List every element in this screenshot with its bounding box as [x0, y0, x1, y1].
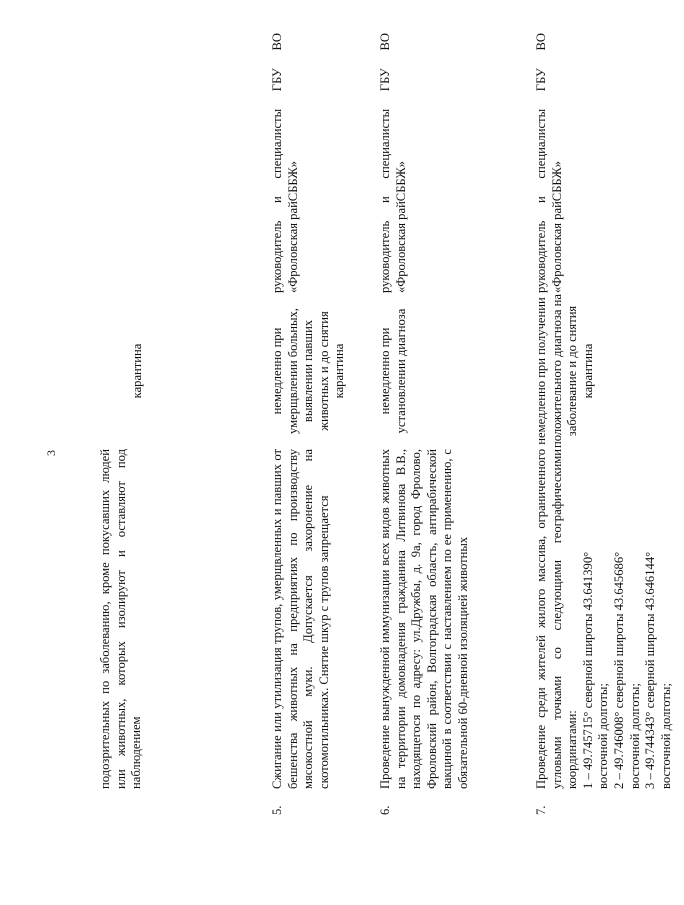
term-text: немедленно при умерщвлении больных, выявлении павших животных и до снятия карантина [270, 308, 347, 434]
row-number: 5. [270, 805, 284, 815]
coordinate-line: 1 – 49.745715° северной широты 43.641390° [580, 551, 595, 789]
coordinate-line: 2 – 49.746008° северной широты 43.645686° [611, 551, 626, 789]
responsible-text: руководитель и специалисты ГБУ ВО «Фроловская райСББЖ» [534, 33, 564, 293]
table-row [378, 33, 534, 815]
measure-text: Проведение вынужденной иммунизации всех видов животных на территории домовладения гражданина Литвинова В.В., находящегося по адресу: ул.Дружбы, д. 9а, город Фролово, Фроловский район, Волгоградская область, антирабической вакциной в соответствии с наставлением по ее применению, с обязательной 60-дневной изоляцией животных [378, 449, 470, 789]
measure-text: подозрительных по заболеванию, кроме покусавших людей или животных, которых изолируют и оставляют под наблюдением [98, 449, 144, 789]
coordinate-line: 3 – 49.744343° северной широты 43.646144° [643, 551, 658, 789]
page-number: 3 [44, 450, 58, 456]
measures-table [98, 33, 684, 815]
responsible-text: руководитель и специалисты ГБУ ВО «Фроловская райСББЖ» [270, 33, 300, 293]
measure-cell [534, 449, 684, 789]
responsible-text: руководитель и специалисты ГБУ ВО «Фроловская райСББЖ» [378, 33, 408, 293]
table-row [534, 33, 684, 815]
responsible-text [98, 33, 270, 293]
measure-text: Проведение среди жителей жилого массива, ограниченного угловыми точками со следующими географическими координатами: [534, 449, 580, 789]
table-row [270, 33, 378, 815]
coordinate-line: восточной долготы; [627, 683, 642, 789]
row-number [98, 789, 270, 815]
coordinate-line: восточной долготы; [596, 683, 611, 789]
term-text: немедленно при получении положительного диагноза на заболевание и до снятия карантина [534, 294, 595, 449]
measure-text: Сжигание или утилизация трупов, умерщвленных и павших от бешенства животных на предприятиях по производству мясокостной муки. Допускается захоронение на скотомогильниках. Снятие шкур с трупов запрещается [270, 449, 331, 789]
term-text: немедленно при установлении диагноза [378, 308, 408, 434]
term-text: карантина [130, 343, 144, 399]
table-row [98, 33, 270, 815]
coordinate-line: восточной долготы; [658, 683, 673, 789]
row-number: 6. [378, 805, 392, 815]
row-number: 7. [534, 805, 548, 815]
